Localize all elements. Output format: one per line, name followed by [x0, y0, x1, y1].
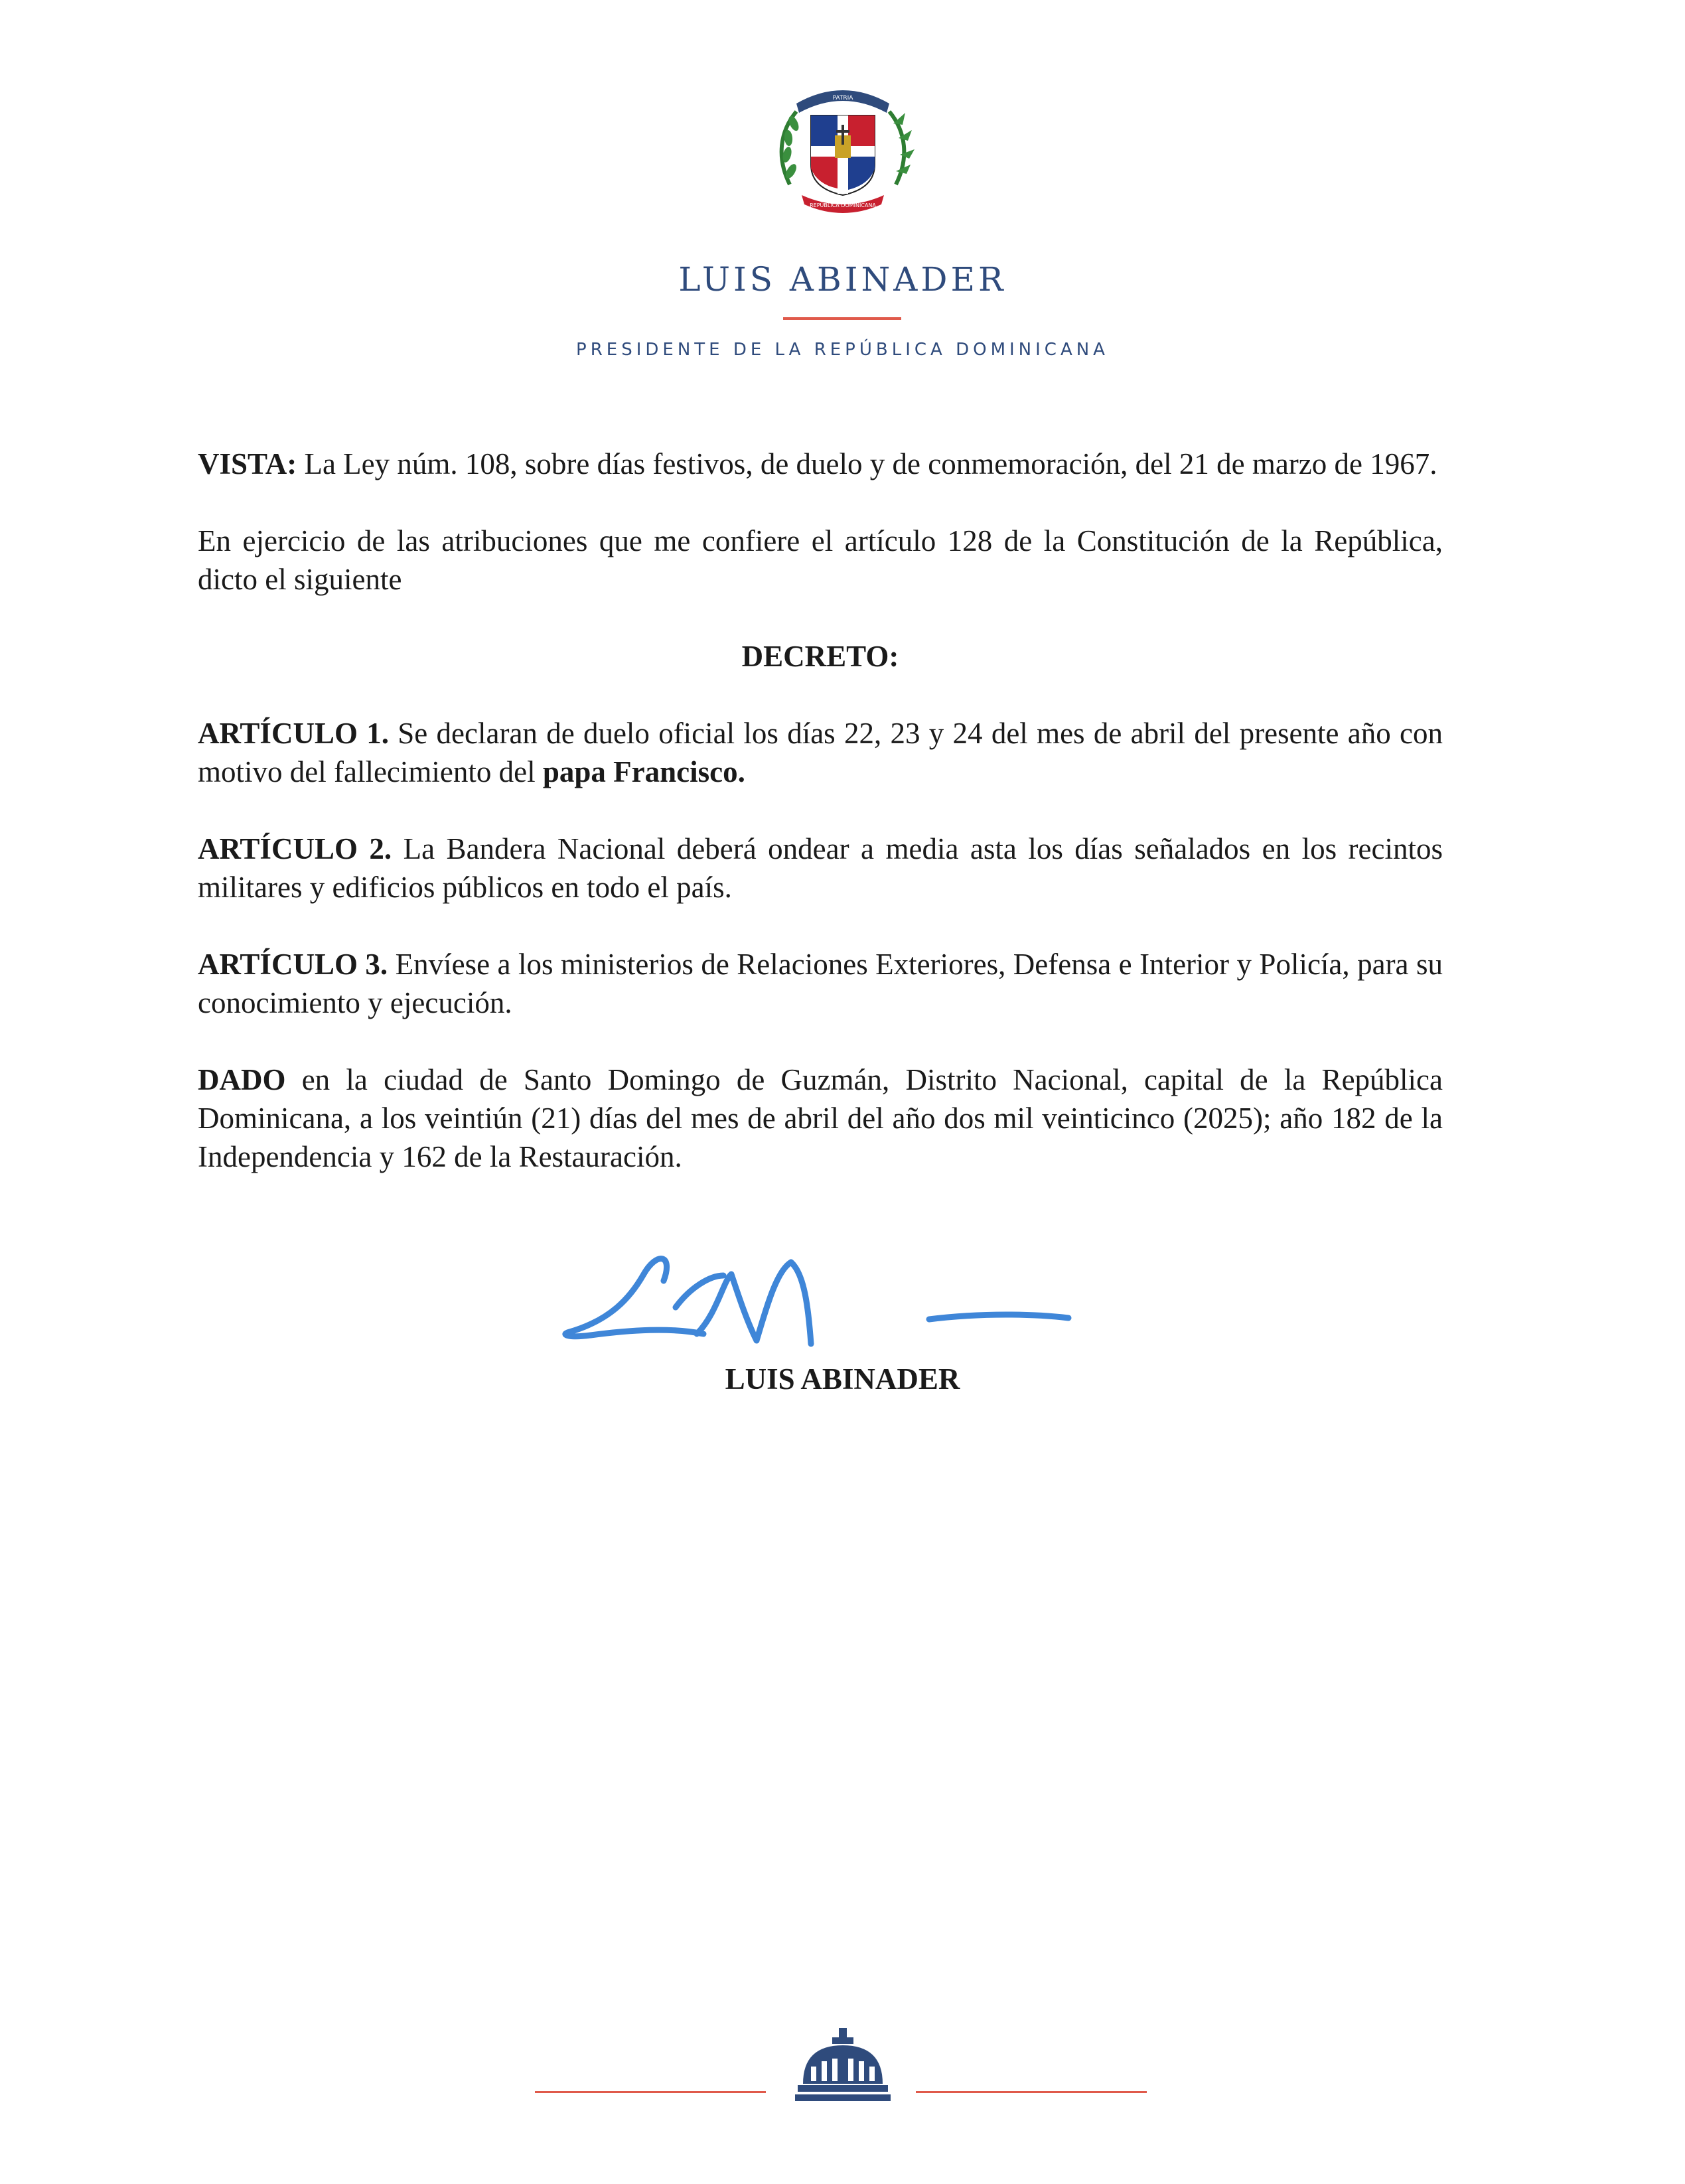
- president-title: PRESIDENTE DE LA REPÚBLICA DOMINICANA: [576, 340, 1109, 360]
- preamble-paragraph: En ejercicio de las atribuciones que me confiere el artículo 128 de la Constitución de la República, dicto el siguiente: [198, 524, 1443, 596]
- article-2-text: La Bandera Nacional deberá ondear a media asta los días señalados en los recintos militares y edificios públicos en todo el país.: [198, 832, 1443, 904]
- article-1-text: Se declaran de duelo oficial los días 22, 23 y 24 del mes de abril del presente año con motivo del fallecimiento del: [198, 717, 1443, 788]
- president-name: LUIS ABINADER: [678, 260, 1007, 299]
- footer-divider-right: [916, 2091, 1147, 2093]
- decree-heading: DECRETO:: [741, 640, 899, 673]
- emblem-motto: PATRIA: [832, 95, 853, 102]
- article-2-label: ARTÍCULO 2.: [198, 832, 392, 865]
- dado-text: en la ciudad de Santo Domingo de Guzmán, Distrito Nacional, capital de la República Dominicana, a los veintiún (21) días del mes de abril del año dos mil veinticinco (2025); año 182 de la Independencia y 162 de la Restauración.: [198, 1063, 1443, 1173]
- footer-divider-left: [535, 2091, 766, 2093]
- article-1: [198, 714, 1443, 791]
- national-palace-dome-icon: [795, 2028, 891, 2105]
- dado-paragraph: [198, 1060, 1443, 1176]
- article-2: [198, 830, 1443, 907]
- article-3-text: Envíese a los ministerios de Relaciones Exteriores, Defensa e Interior y Policía, para su conocimiento y ejecución.: [198, 948, 1443, 1019]
- article-1-label: ARTÍCULO 1.: [198, 717, 389, 750]
- handwritten-signature: [557, 1234, 1075, 1354]
- article-3: [198, 945, 1443, 1022]
- signer-name: LUIS ABINADER: [725, 1362, 960, 1396]
- coat-of-arms-icon: [770, 72, 916, 218]
- decree-body: [198, 445, 1443, 1214]
- emblem-banner: REPÚBLICA DOMINICANA: [810, 202, 876, 208]
- vista-paragraph: [198, 445, 1443, 483]
- header-divider: [783, 317, 901, 320]
- vista-label: VISTA:: [198, 447, 297, 480]
- dado-label: DADO: [198, 1063, 286, 1096]
- article-3-label: ARTÍCULO 3.: [198, 948, 388, 981]
- article-1-bold: papa Francisco.: [542, 755, 745, 788]
- vista-text: La Ley núm. 108, sobre días festivos, de duelo y de conmemoración, del 21 de marzo de 1967.: [297, 447, 1437, 480]
